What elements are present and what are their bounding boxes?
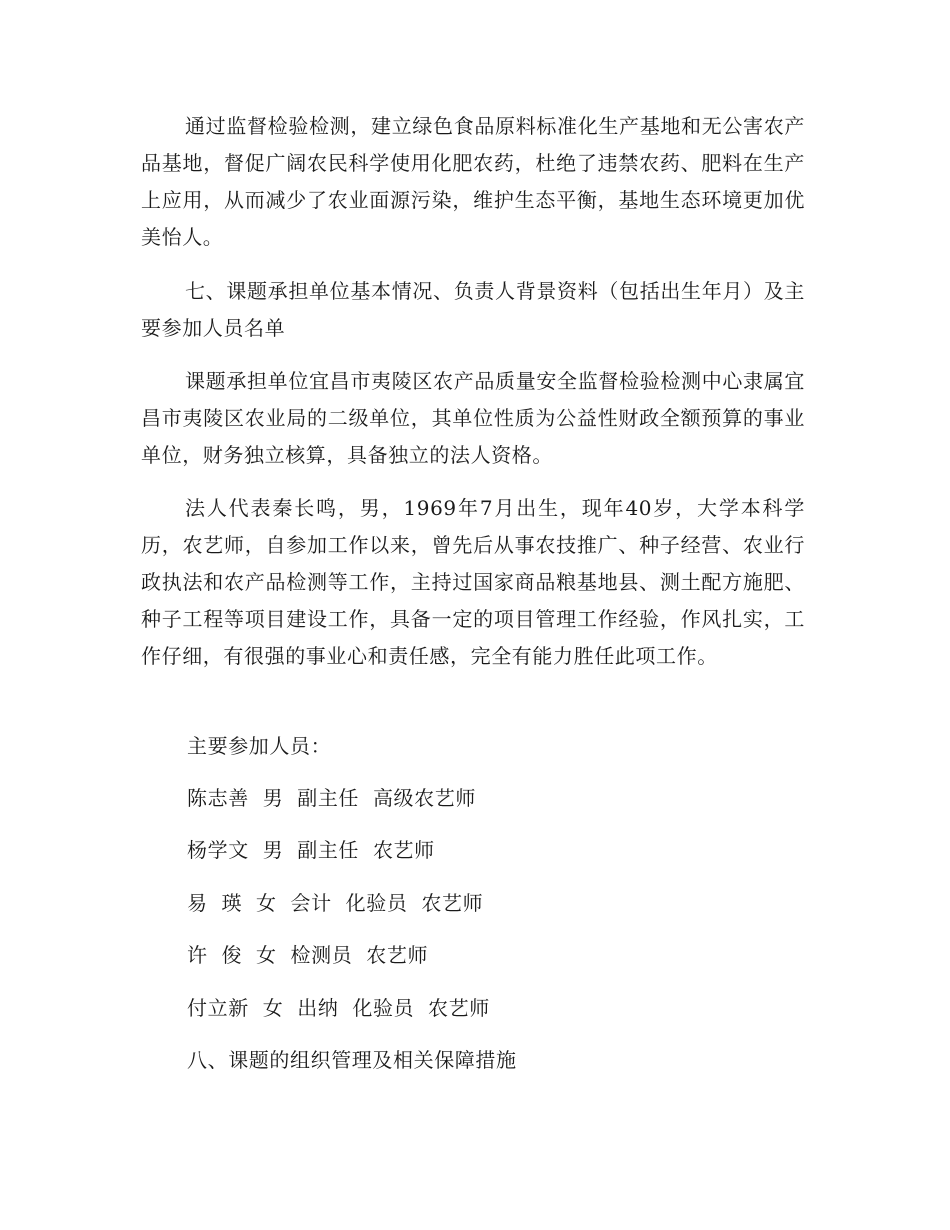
member-line: 易 瑛 女 会计 化验员 农艺师 [187, 891, 484, 915]
paragraph-monitoring-results: 通过监督检验检测，建立绿色食品原料标准化生产基地和无公害农产品基地，督促广阔农民科学使用化肥农药，杜绝了违禁农药、肥料在生产上应用，从而减少了农业面源污染，维护生态平衡，基地生态环境更加优美怡人。 [141, 114, 805, 249]
paragraph-unit-info: 课题承担单位宜昌市夷陵区农产品质量安全监督检验检测中心隶属宜昌市夷陵区农业局的二级单位，其单位性质为公益性财政全额预算的事业单位，财务独立核算，具备独立的法人资格。 [141, 369, 805, 467]
member-line: 杨学文 男 副主任 农艺师 [187, 838, 435, 862]
member-line: 付立新 女 出纳 化验员 农艺师 [187, 996, 490, 1020]
section-seven-heading: 七、课题承担单位基本情况、负责人背景资料（包括出生年月）及主要参加人员名单 [141, 279, 805, 340]
members-heading: 主要参加人员： [187, 734, 332, 758]
paragraph-legal-representative: 法人代表秦长鸣，男，1969年7月出生，现年40岁，大学本科学历，农艺师，自参加工作以来，曾先后从事农技推广、种子经营、农业行政执法和农产品检测等工作，主持过国家商品粮基地县、测土配方施肥、种子工程等项目建设工作，具备一定的项目管理工作经验，作风扎实，工作仔细，有很强的事业心和责任感，完全有能力胜任此项工作。 [141, 496, 805, 668]
member-line: 许 俊 女 检测员 农艺师 [187, 943, 429, 967]
member-line: 陈志善 男 副主任 高级农艺师 [187, 786, 476, 810]
section-eight-heading: 八、课题的组织管理及相关保障措施 [187, 1048, 517, 1072]
